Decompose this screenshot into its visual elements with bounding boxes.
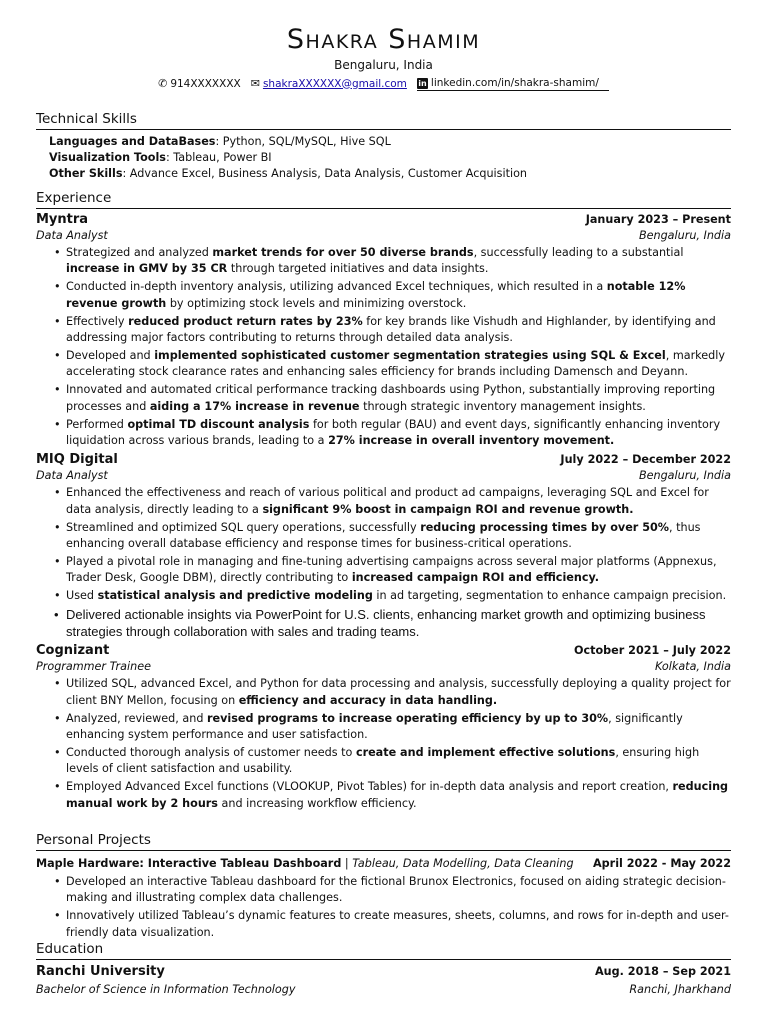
linkedin-contact[interactable]	[417, 76, 609, 91]
bullet-highlight: statistical analysis and predictive modeling	[97, 589, 373, 603]
job-location: Kolkata, India	[654, 660, 731, 674]
skills-section	[36, 111, 731, 182]
project-bullets	[36, 874, 731, 941]
skills-list	[36, 134, 731, 182]
job-miq	[36, 452, 731, 640]
bullet-highlight: revised programs to increase operating efficiency by up to 30%	[207, 711, 609, 725]
bullet-text: Developed and	[66, 348, 155, 362]
job-location: Bengaluru, India	[638, 229, 731, 242]
bullet-highlight: notable 12% revenue growth	[66, 280, 686, 310]
bullet-highlight: reduced product return rates by 23%	[128, 314, 363, 328]
bullet-item	[66, 520, 731, 553]
bullet-text: Performed	[66, 417, 128, 431]
bullet-item: • Innovatively utilized Tableau’s dynamic features to create measures, sheets, columns, and rows for in-depth and user-friendly data visualization.	[66, 908, 731, 941]
bullet-item	[66, 676, 731, 709]
bullet-item	[66, 606, 731, 640]
envelope-icon: ✉	[250, 77, 260, 90]
education-section	[36, 941, 731, 997]
bullet-text: , markedly accelerating stock clearance rates and enhancing sales efficiency for brands including Damensch and Deyann.	[66, 348, 725, 379]
bullet-item: • Developed an interactive Tableau dashboard for the fictional Brunox Electronics, focused on aiding strategic decision-making and illustrating complex data challenges.	[66, 874, 731, 907]
bullet-text: , successfully leading to a substantial	[473, 246, 684, 259]
bullet-item	[66, 245, 731, 278]
job-bullets	[36, 676, 731, 812]
email-contact[interactable]	[251, 77, 407, 91]
education-location: Ranchi, Jharkhand	[629, 983, 731, 996]
bullet-text: Effectively	[66, 314, 129, 328]
job-bullets	[36, 485, 731, 640]
bullet-highlight: 27% increase in overall inventory movement.	[328, 433, 615, 447]
email-link[interactable]: shakraXXXXXX@gmail.com	[262, 77, 407, 90]
bullet-item	[66, 554, 731, 587]
bullet-item	[66, 314, 731, 347]
job-myntra	[36, 212, 731, 449]
job-cognizant	[36, 643, 731, 812]
bullet-text: in ad targeting, segmentation to enhance campaign precision.	[372, 589, 727, 603]
bullet-highlight: significant 9% boost in campaign ROI and revenue growth.	[262, 502, 634, 516]
bullet-highlight: efficiency and accuracy in data handling.	[238, 693, 498, 707]
experience-section	[36, 190, 731, 813]
bullet-text: , significantly enhancing system performance and user satisfaction.	[66, 711, 683, 741]
bullet-highlight: implemented sophisticated customer segmentation strategies using SQL & Excel	[154, 348, 666, 362]
job-role: Data Analyst	[36, 469, 108, 483]
bullet-item	[66, 382, 731, 415]
candidate-location: Bengaluru, India	[334, 58, 433, 72]
bullet-item	[66, 711, 731, 744]
job-role: Data Analyst	[36, 229, 108, 242]
skill-line: Languages and DataBases: Python, SQL/MySQL, Hive SQL	[49, 135, 391, 148]
project-item	[36, 856, 731, 941]
job-role: Programmer Trainee	[36, 660, 151, 674]
bullet-text: by optimizing stock levels and minimizing overstock.	[166, 296, 467, 310]
bullet-text: for key brands like Vishudh and Highlander, by identifying and addressing major factors contributing to returns through detailed data analysis.	[66, 314, 716, 345]
bullet-text: Played a pivotal role in managing and fine-tuning advertising campaigns across several major platforms (Appnexus, Trader Desk, Google DBM), directly contributing to	[66, 555, 717, 585]
bullet-highlight: reducing manual work by 2 hours	[66, 780, 729, 810]
projects-section	[36, 832, 731, 943]
bullet-text: Analyzed, reviewed, and	[66, 711, 207, 725]
project-title: Maple Hardware: Interactive Tableau Dashboard	[36, 857, 342, 870]
bullet-highlight: increased campaign ROI and efficiency.	[351, 571, 599, 585]
bullet-text: Employed Advanced Excel functions (VLOOKUP, Pivot Tables) for in-depth data analysis and report creation,	[66, 780, 673, 794]
bullet-item	[66, 279, 731, 312]
bullet-highlight: reducing processing times by over 50%	[420, 520, 669, 534]
bullet-text: Conducted thorough analysis of customer needs to	[66, 745, 356, 759]
job-bullets	[36, 245, 731, 449]
school-name: Ranchi University	[36, 964, 165, 979]
phone-icon: ✆	[158, 77, 168, 90]
bullet-text: , thus enhancing overall database efficiency and response times for business-critical operations.	[66, 520, 701, 551]
bullet-text: Enhanced the effectiveness and reach of various political and product ad campaigns, leveraging SQL and Excel for data analysis, directly leading to a	[66, 486, 709, 516]
bullet-text: Conducted in-depth inventory analysis, utilizing advanced Excel techniques, which resulted in a	[66, 280, 607, 294]
skill-line: Visualization Tools: Tableau, Power BI	[49, 151, 272, 164]
company-name: Cognizant	[36, 643, 110, 659]
projects-heading: Personal Projects	[36, 832, 731, 851]
phone-contact	[158, 77, 241, 91]
linkedin-link[interactable]: linkedin.com/in/shakra-shamim/	[430, 77, 599, 89]
job-dates: July 2022 – December 2022	[560, 453, 731, 467]
bullet-text: Innovated and automated critical performance tracking dashboards using Python, substantially improving reporting processes and	[66, 383, 716, 413]
bullet-highlight: aiding a 17% increase in revenue	[149, 399, 360, 413]
bullet-item	[66, 417, 731, 450]
bullet-item	[66, 779, 731, 812]
bullet-item	[66, 745, 731, 778]
candidate-name: Shakra Shamim	[286, 24, 481, 55]
linkedin-icon: in	[418, 78, 427, 88]
bullet-text: Strategized and analyzed	[66, 246, 213, 259]
project-tech: Tableau, Data Modelling, Data Cleaning	[352, 857, 574, 870]
bullet-text: , ensuring high levels of client satisfaction and usability.	[66, 745, 700, 776]
bullet-text: Used	[66, 589, 98, 603]
job-location: Bengaluru, India	[638, 469, 731, 483]
company-name: Myntra	[36, 212, 89, 227]
phone-number: 914XXXXXXX	[170, 77, 241, 90]
bullet-highlight: create and implement effective solutions	[355, 745, 616, 759]
job-dates: October 2021 – July 2022	[574, 644, 731, 658]
education-heading: Education	[36, 941, 731, 960]
experience-heading: Experience	[36, 190, 731, 209]
bullet-text: and increasing workflow efficiency.	[217, 796, 417, 810]
project-dates: April 2022 - May 2022	[593, 857, 731, 870]
company-name: MIQ Digital	[36, 452, 118, 468]
bullet-text: through strategic inventory management insights.	[359, 399, 646, 413]
skill-line: Other Skills: Advance Excel, Business Analysis, Data Analysis, Customer Acquisition	[49, 167, 528, 180]
bullet-text: for both regular (BAU) and event days, significantly enhancing inventory liquidation across various brands, leading to a	[66, 417, 721, 447]
bullet-text: through targeted initiatives and data insights.	[227, 262, 489, 276]
bullet-item	[66, 485, 731, 518]
bullet-text: Streamlined and optimized SQL query operations, successfully	[66, 520, 421, 534]
bullet-highlight: optimal TD discount analysis	[127, 417, 310, 431]
job-dates: January 2023 – Present	[585, 213, 731, 226]
bullet-text: Utilized SQL, advanced Excel, and Python for data processing and analysis, successfully deploying a quality project for client BNY Mellon, focusing on	[66, 677, 731, 707]
bullet-item	[66, 588, 731, 604]
bullet-item	[66, 348, 731, 381]
bullet-highlight: increase in GMV by 35 CR	[66, 262, 228, 276]
project-separator: |	[341, 857, 353, 870]
education-dates: Aug. 2018 – Sep 2021	[595, 965, 731, 978]
bullet-text: Delivered actionable insights via PowerPoint for U.S. clients, enhancing market growth and optimizing business strategies through collaboration with sales and trading teams.	[66, 607, 706, 640]
resume-page	[36, 0, 731, 996]
degree: Bachelor of Science in Information Technology	[36, 983, 296, 996]
skills-heading: Technical Skills	[36, 111, 731, 130]
bullet-highlight: market trends for over 50 diverse brands	[212, 246, 474, 259]
contact-row	[36, 76, 731, 91]
